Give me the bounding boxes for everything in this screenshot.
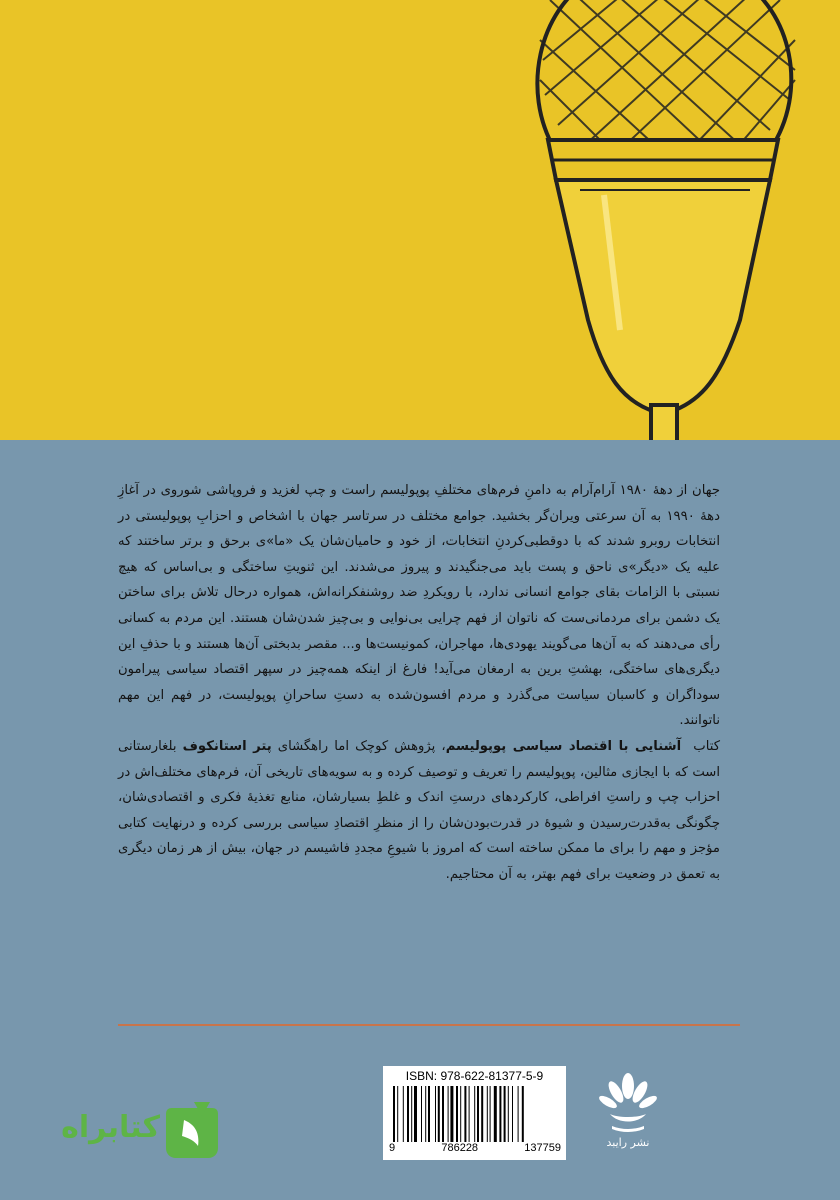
book-title: آشنایی با اقتصاد سیاسی پوپولیسم	[445, 738, 682, 754]
microphone-icon	[0, 0, 840, 440]
lotus-logo-icon	[598, 1070, 658, 1134]
book-description-paragraph	[118, 734, 720, 888]
publisher-logo	[598, 1070, 658, 1165]
divider-line	[118, 1024, 740, 1026]
description-mid: ، پژوهش کوچک اما راهگشای	[277, 738, 446, 754]
isbn-label: ISBN: 978-622-81377-5-9	[405, 1069, 544, 1083]
barcode-bars	[393, 1086, 557, 1142]
isbn-barcode	[383, 1066, 566, 1160]
ketabrah-watermark	[36, 1098, 222, 1164]
barcode-digit-first: 9	[389, 1142, 396, 1154]
description-rest: بلغارستانی است که با ایجازی مثالین، پوپولیسم را تعریف و توصیف کرده و به سویه‌های تاریخی آن، فرم‌های مختلف‌اش در احزاب چپ و راستِ افراطی، کارکردهای درستِ اندک و غلطِ بسیارشان، منابع تغذیهٔ فکری و اقتصادی‌شان، چگونگی به‌قدرت‌رسیدن و شیوهٔ در قدرت‌بودن‌شان را از منظرِ اقتصادِ سیاسی بررسی کرده و درنهایت کتابی مؤجز و مهم را برای ما ممکن ساخته است که امروز با شیوعِ مجددِ فاشیسم در جهان، بیش از هر زمان دیگری به تعمق در وضعیت برای فهم بهتر، به آن محتاجیم.	[118, 738, 720, 882]
ketabrah-logo-icon	[164, 1102, 220, 1160]
intro-paragraph: جهان از دههٔ ۱۹۸۰ آرام‌آرام به دامنِ فرم‌های مختلفِ پوپولیسم راست و چپ لغزید و فروپاشی شوروی در آغازِ دههٔ ۱۹۹۰ به آن سرعتی ویران‌گر بخشید. جوامع مختلف در سرتاسر جهان با اشخاص و احزابِ پوپولیستی در انتخابات روبرو شدند که با دوقطبی‌کردنِ انتخابات، از خود و حامیان‌شان یک «ما»ی برحق و برتر ساختند که علیه یک «دیگر»ی ناحق و پست باید می‌جنگیدند و پیروز می‌شدند. این ثنویتِ ساختگی و بی‌اساس که هیچ نسبتی با الزامات بقای جوامع انسانی ندارد، با رویکردِ ضد روشنفکرانه‌اش، همواره درحال تلاش برای ساختن یک دشمن برای مردمانی‌ست که ناتوان از فهم چرایی بی‌نوایی و بی‌چیز شدن‌شان هستند. این مردم به کسانی رأی می‌دهند که به آن‌ها می‌گویند یهودی‌ها، مهاجران، کمونیست‌ها و... مقصر بدبختی آن‌ها هستند و با حذفِ این دیگری‌های ساختگی، بهشتِ برین به ارمغان می‌آید! فارغ از اینکه همه‌چیز در سپهر اقتصاد سیاسی پیرامون سوداگران و کاسبان سیاست می‌گذرد و مردم افسون‌شده به دستِ ساحرانِ پوپولیست، در فهم این مهم ناتوانند.	[118, 483, 720, 729]
barcode-digit-group1: 786228	[441, 1142, 479, 1154]
barcode-digit-group2: 137759	[524, 1142, 561, 1154]
back-cover-text	[118, 478, 720, 888]
author-name: پتر استانکوف	[182, 738, 272, 754]
cover-top-panel	[0, 0, 840, 440]
ketabrah-name: کتابراه	[61, 1110, 160, 1145]
description-lead: کتاب	[693, 738, 720, 754]
barcode-digits	[389, 1142, 561, 1154]
publisher-name: نشر رایبد	[606, 1136, 650, 1149]
